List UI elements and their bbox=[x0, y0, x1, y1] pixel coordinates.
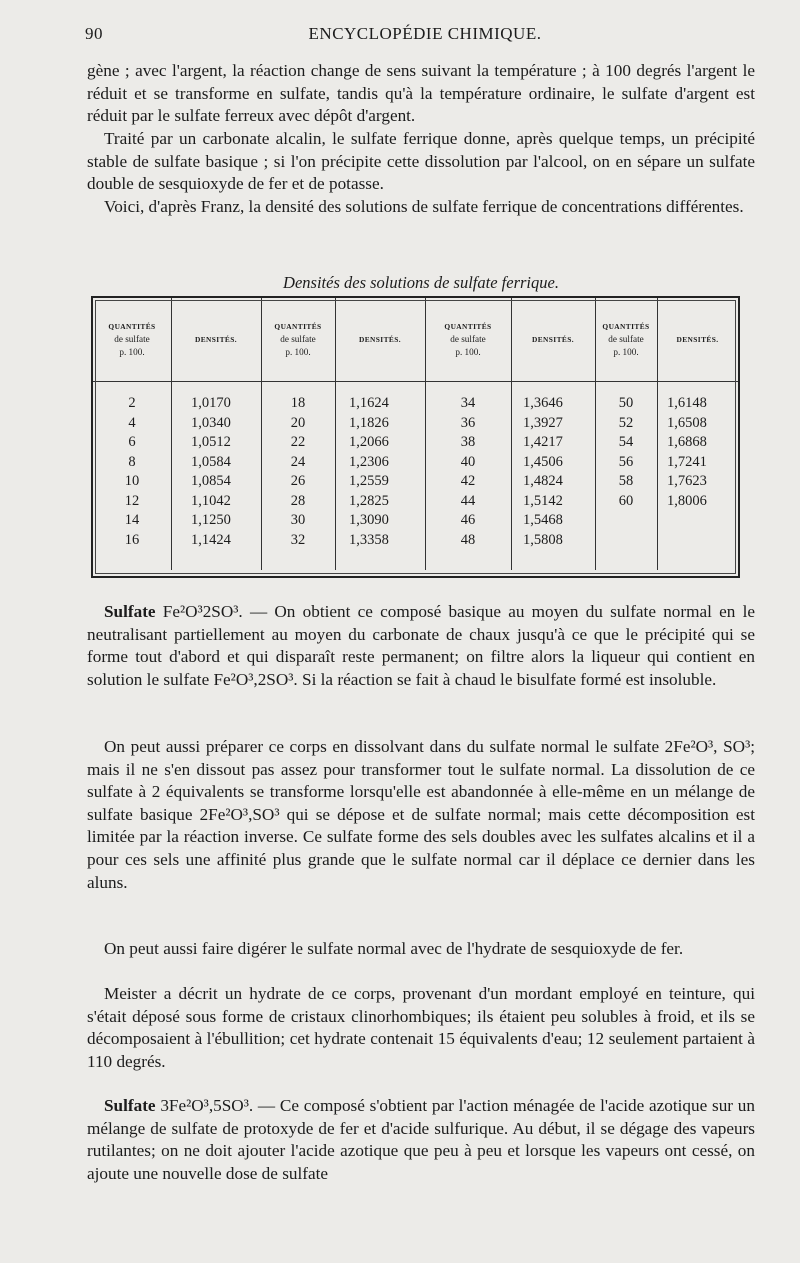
quantity-cell: 52 bbox=[618, 414, 634, 431]
column-divider bbox=[511, 298, 512, 570]
quantity-cell: 4 bbox=[128, 414, 136, 431]
header-quantity bbox=[93, 298, 171, 381]
header-quantity-line1: QUANTITÉS bbox=[444, 322, 492, 331]
quantity-cell: 46 bbox=[460, 512, 476, 528]
header-quantity-line2: de sulfate bbox=[114, 334, 150, 344]
header-density bbox=[335, 298, 425, 381]
section-lead: Sulfate bbox=[104, 602, 156, 621]
paragraph: Voici, d'après Franz, la densité des solutions de sulfate ferrique de concentrations différentes. bbox=[104, 197, 744, 216]
quantity-cell: 8 bbox=[128, 453, 136, 470]
table-header-row bbox=[93, 298, 738, 382]
quantity-cell: 20 bbox=[290, 414, 306, 431]
quantity-cell: 28 bbox=[290, 492, 306, 509]
section-text: 3Fe²O³,5SO³. — Ce composé s'obtient par l'action ménagée de l'acide azotique sur un mélange de sulfate de protoxyde de fer et d'acide sulfurique. Au début, il se dégage des vapeurs rutilantes; on ne doit ajouter l'acide azotique que peu à peu et lorsque les vapeurs ont cessé, on ajoute une nouvelle dose de sulfate bbox=[87, 1096, 755, 1183]
quantity-cell: 26 bbox=[290, 473, 306, 489]
page-number: 90 bbox=[85, 24, 103, 43]
quantity-cell: 40 bbox=[460, 453, 476, 470]
density-cell: 1,0584 bbox=[191, 453, 231, 470]
header-density-label: DENSITÉS. bbox=[531, 335, 574, 344]
quantity-cell: 36 bbox=[460, 414, 476, 431]
density-column bbox=[523, 394, 595, 550]
paragraph: Traité par un carbonate alcalin, le sulfate ferrique donne, après quelque temps, un précipité stable de sulfate basique ; si l'on précipite cette dissolution par l'alcool, on en sépare un sulfate double de sesquioxyde de fer et de potasse. bbox=[87, 129, 755, 194]
density-cell: 1,4824 bbox=[523, 473, 563, 489]
density-cell: 1,6148 bbox=[667, 395, 707, 411]
density-cell: 1,1250 bbox=[191, 512, 231, 528]
density-cell: 1,4217 bbox=[523, 434, 563, 450]
quantity-column bbox=[93, 394, 171, 550]
section-lead: Sulfate bbox=[104, 1096, 156, 1115]
density-cell: 1,4506 bbox=[523, 453, 563, 470]
header-density-label: DENSITÉS. bbox=[358, 335, 401, 344]
density-cell: 1,2306 bbox=[349, 453, 389, 470]
quantity-cell: 16 bbox=[124, 531, 140, 548]
density-cell: 1,3358 bbox=[349, 531, 389, 548]
quantity-column bbox=[261, 394, 335, 550]
section-sulfate-3fe bbox=[87, 1095, 755, 1185]
quantity-cell: 56 bbox=[618, 453, 634, 470]
paragraph: gène ; avec l'argent, la réaction change de sens suivant la température ; à 100 degrés l'argent le réduit et se transforme en sulfate, tandis qu'à la température ordinaire, le sulfate d'argent est réduit par le sulfate ferreux avec dépôt d'argent. bbox=[87, 61, 755, 126]
density-cell: 1,0512 bbox=[191, 434, 231, 450]
density-cell: 1,1424 bbox=[191, 531, 231, 548]
quantity-cell: 18 bbox=[290, 395, 306, 411]
quantity-cell: 48 bbox=[460, 531, 476, 548]
quantity-cell: 12 bbox=[124, 492, 140, 509]
density-cell: 1,3646 bbox=[523, 395, 563, 411]
density-table bbox=[91, 296, 740, 578]
page-header bbox=[85, 24, 765, 48]
density-cell: 1,7241 bbox=[667, 453, 707, 470]
quantity-cell: 24 bbox=[290, 453, 306, 470]
density-cell: 1,5468 bbox=[523, 512, 563, 528]
header-quantity bbox=[261, 298, 335, 381]
header-density-label: DENSITÉS. bbox=[194, 335, 237, 344]
density-cell: 1,6508 bbox=[667, 414, 707, 431]
density-cell: 1,1042 bbox=[191, 492, 231, 509]
table-caption: Densités des solutions de sulfate ferrique. bbox=[283, 273, 559, 292]
quantity-cell: 38 bbox=[460, 434, 476, 450]
header-density-label: DENSITÉS. bbox=[676, 335, 719, 344]
quantity-cell: 44 bbox=[460, 492, 476, 509]
paragraph: Meister a décrit un hydrate de ce corps, provenant d'un mordant employé en teinture, qui s'était déposé sous forme de cristaux clinorhombiques; ils étaient peu solubles à froid, et ils se décomposaient à l'ébullition; cet hydrate contenait 15 équivalents d'eau; 12 seulement partaient à 110 degrés. bbox=[87, 984, 755, 1071]
header-density bbox=[511, 298, 595, 381]
density-cell: 1,2066 bbox=[349, 434, 389, 450]
quantity-cell: 34 bbox=[460, 395, 476, 411]
section-basic-sulfate bbox=[87, 601, 755, 691]
density-cell: 1,7623 bbox=[667, 473, 707, 489]
header-quantity-line2: de sulfate bbox=[608, 334, 644, 344]
header-quantity-line1: QUANTITÉS bbox=[108, 322, 156, 331]
paragraph: On peut aussi préparer ce corps en dissolvant dans du sulfate normal le sulfate 2Fe²O³, SO³; mais il ne s'en dissout pas assez pour transformer tout le sulfate normal. La dissolution de ce sulfate à 2 équivalents se transforme lorsqu'elle est abandonnée à elle-même en un mélange de sulfate basique 2Fe²O³,SO³ qui se dépose et de sulfate normal; mais cette décomposition est limitée par la réaction inverse. Ce sulfate forme des sels doubles avec les sulfates alcalins et il a pour ces sels une affinité plus grande que le sulfate normal car il déplace ce dernier dans les aluns. bbox=[87, 737, 755, 892]
quantity-cell: 58 bbox=[618, 473, 634, 489]
quantity-cell: 50 bbox=[618, 395, 634, 411]
density-cell: 1,3090 bbox=[349, 512, 389, 528]
quantity-column bbox=[595, 394, 657, 511]
header-quantity-line1: QUANTITÉS bbox=[602, 322, 650, 331]
paragraph: On peut aussi faire digérer le sulfate normal avec de l'hydrate de sesquioxyde de fer. bbox=[104, 939, 684, 958]
quantity-cell: 14 bbox=[124, 512, 140, 528]
header-quantity-line3: p. 100. bbox=[455, 347, 481, 357]
header-quantity-line3: p. 100. bbox=[613, 347, 639, 357]
header-density bbox=[171, 298, 261, 381]
header-quantity-line3: p. 100. bbox=[119, 347, 145, 357]
density-cell: 1,0170 bbox=[191, 395, 231, 411]
header-quantity bbox=[595, 298, 657, 381]
header-density bbox=[657, 298, 738, 381]
density-cell: 1,3927 bbox=[523, 414, 563, 431]
density-column bbox=[667, 394, 738, 511]
header-quantity-line2: de sulfate bbox=[450, 334, 486, 344]
quantity-column bbox=[425, 394, 511, 550]
density-column bbox=[349, 394, 425, 550]
quantity-cell: 22 bbox=[290, 434, 306, 450]
header-quantity-line1: QUANTITÉS bbox=[274, 322, 322, 331]
density-cell: 1,8006 bbox=[667, 492, 707, 509]
density-column bbox=[191, 394, 261, 550]
quantity-cell: 42 bbox=[460, 473, 476, 489]
running-title: ENCYCLOPÉDIE CHIMIQUE. bbox=[308, 24, 542, 43]
density-cell: 1,0854 bbox=[191, 473, 231, 489]
density-cell: 1,0340 bbox=[191, 414, 231, 431]
quantity-cell: 10 bbox=[124, 473, 140, 489]
quantity-cell: 2 bbox=[128, 395, 136, 411]
density-cell: 1,5808 bbox=[523, 531, 563, 548]
section-text: Fe²O³2SO³. — On obtient ce composé basique au moyen du sulfate normal en le neutralisant partiellement au moyen du carbonate de chaux jusqu'à ce que le précipité qui se forme tout d'abord et qui disparaît reste permanent; on filtre alors la liqueur qui contient en solution le sulfate Fe²O³,2SO³. Si la réaction se fait à chaud le bisulfate formé est insoluble. bbox=[87, 602, 755, 689]
header-quantity bbox=[425, 298, 511, 381]
quantity-cell: 30 bbox=[290, 512, 306, 528]
header-quantity-line3: p. 100. bbox=[285, 347, 311, 357]
quantity-cell: 6 bbox=[128, 434, 136, 450]
density-cell: 1,1624 bbox=[349, 395, 389, 411]
column-divider bbox=[657, 298, 658, 570]
column-divider bbox=[335, 298, 336, 570]
density-cell: 1,6868 bbox=[667, 434, 707, 450]
quantity-cell: 60 bbox=[618, 492, 634, 509]
header-quantity-line2: de sulfate bbox=[280, 334, 316, 344]
quantity-cell: 32 bbox=[290, 531, 306, 548]
density-cell: 1,2825 bbox=[349, 492, 389, 509]
density-cell: 1,2559 bbox=[349, 473, 389, 489]
density-cell: 1,5142 bbox=[523, 492, 563, 509]
column-divider bbox=[171, 298, 172, 570]
quantity-cell: 54 bbox=[618, 434, 634, 450]
density-cell: 1,1826 bbox=[349, 414, 389, 431]
